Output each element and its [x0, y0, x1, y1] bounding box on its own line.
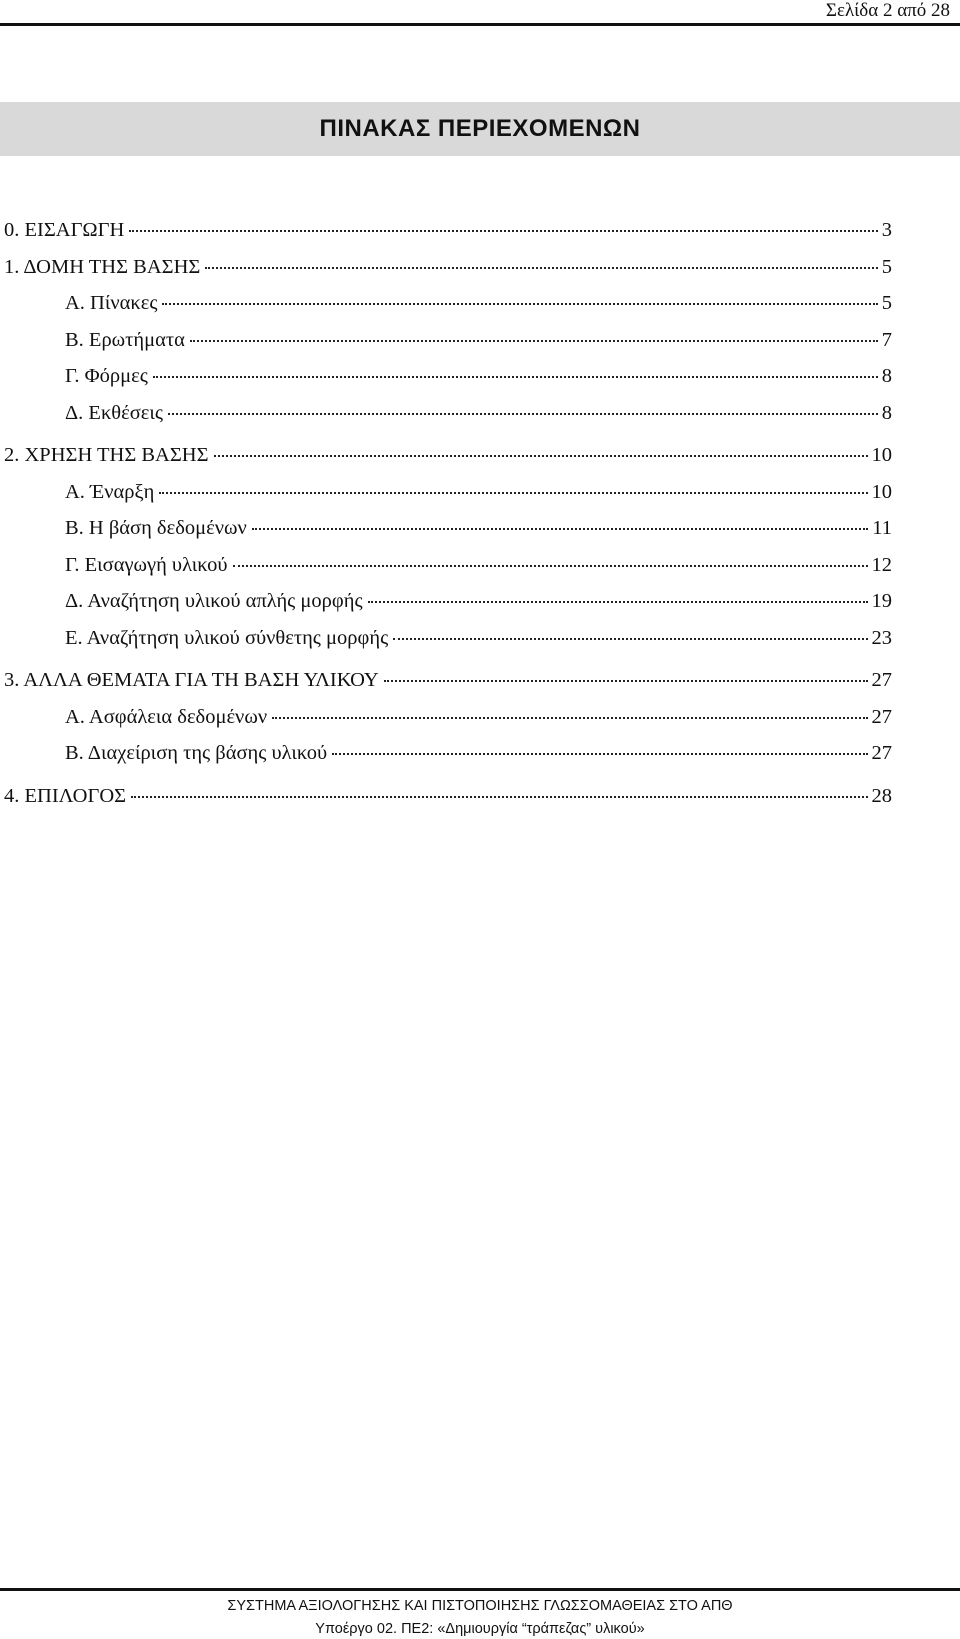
toc-dot-leader [153, 368, 878, 378]
toc-dot-leader [393, 630, 867, 640]
toc-entry-page: 27 [871, 705, 892, 728]
toc-dot-leader [159, 484, 867, 494]
toc-entry-page: 23 [871, 626, 892, 649]
toc-entry-the-database[interactable] [0, 510, 892, 547]
toc-entry-label: Β. Η βάση δεδομένων [65, 517, 247, 539]
toc-dot-leader [205, 259, 877, 269]
toc-dot-leader [384, 672, 868, 682]
toc-entry-epilogue[interactable] [0, 778, 892, 815]
toc-entry-material-import[interactable] [0, 547, 892, 584]
toc-entry-label: 0. ΕΙΣΑΓΩΓΗ [4, 219, 125, 241]
toc-entry-label: Β. Ερωτήματα [65, 328, 185, 351]
footer-organization: ΣΥΣΤΗΜΑ ΑΞΙΟΛΟΓΗΣΗΣ ΚΑΙ ΠΙΣΤΟΠΟΙΗΣΗΣ ΓΛΩΣΣΟΜΑΘΕΙΑΣ ΣΤΟ ΑΠΘ [227, 1598, 733, 1614]
toc-entry-page: 8 [881, 365, 892, 387]
page-number: Σελίδα 2 από 28 [825, 0, 950, 21]
toc-entry-label: Δ. Αναζήτηση υλικού απλής μορφής [65, 590, 363, 612]
toc-entry-page: 11 [872, 517, 892, 539]
toc-entry-label: Γ. Εισαγωγή υλικού [65, 553, 228, 576]
toc-entry-label: 3. ΑΛΛΑ ΘΕΜΑΤΑ ΓΙΑ ΤΗ ΒΑΣΗ ΥΛΙΚΟΥ [4, 669, 379, 691]
header-rule [0, 23, 960, 26]
toc-entry-database-management[interactable] [0, 735, 892, 772]
toc-entry-page: 28 [871, 784, 892, 807]
toc-entry-label: Ε. Αναζήτηση υλικού σύνθετης μορφής [65, 626, 389, 649]
toc-entry-page: 3 [881, 219, 892, 241]
toc-entry-page: 10 [871, 480, 892, 503]
toc-dot-leader [332, 745, 867, 755]
toc-entry-database-structure[interactable] [0, 249, 892, 286]
toc-entry-page: 12 [871, 553, 892, 576]
footer-project: Υποέργο 02. ΠΕ2: «Δημιουργία “τράπεζας” υλικού» [315, 1621, 645, 1637]
footer-rule [0, 1588, 960, 1591]
toc-entry-queries[interactable] [0, 322, 892, 359]
toc-entry-forms[interactable] [0, 358, 892, 395]
toc-entry-label: Α. Πίνακες [65, 292, 158, 314]
toc-dot-leader [214, 447, 868, 457]
toc-title: ΠΙΝΑΚΑΣ ΠΕΡΙΕΧΟΜΕΝΩΝ [0, 102, 960, 156]
toc-entry-page: 5 [881, 292, 892, 314]
toc-entry-introduction[interactable] [0, 212, 892, 249]
toc-dot-leader [368, 593, 868, 603]
toc-entry-page: 27 [871, 742, 892, 764]
toc-dot-leader [131, 788, 867, 798]
toc-entry-simple-search[interactable] [0, 583, 892, 620]
toc-entry-tables[interactable] [0, 285, 892, 322]
toc-entry-reports[interactable] [0, 395, 892, 432]
toc-dot-leader [168, 405, 878, 415]
toc-list [0, 212, 892, 814]
toc-entry-advanced-search[interactable] [0, 620, 892, 657]
toc-entry-label: Α. Έναρξη [65, 480, 155, 503]
toc-entry-start[interactable] [0, 474, 892, 511]
toc-entry-database-usage[interactable] [0, 437, 892, 474]
toc-dot-leader [233, 557, 868, 567]
toc-entry-page: 19 [871, 590, 892, 612]
toc-dot-leader [190, 332, 878, 342]
toc-entry-label: 4. ΕΠΙΛΟΓΟΣ [4, 784, 127, 807]
toc-entry-label: Α. Ασφάλεια δεδομένων [65, 705, 268, 728]
toc-entry-page: 8 [881, 401, 892, 424]
toc-entry-label: Β. Διαχείριση της βάσης υλικού [65, 742, 328, 764]
toc-entry-data-security[interactable] [0, 699, 892, 736]
toc-dot-leader [252, 520, 869, 530]
toc-entry-label: 1. ΔΟΜΗ ΤΗΣ ΒΑΣΗΣ [4, 255, 201, 278]
toc-entry-label: Γ. Φόρμες [65, 365, 148, 387]
toc-dot-leader [129, 222, 877, 232]
toc-entry-page: 27 [871, 669, 892, 691]
toc-entry-label: 2. ΧΡΗΣΗ ΤΗΣ ΒΑΣΗΣ [4, 444, 209, 466]
toc-entry-page: 7 [881, 328, 892, 351]
toc-dot-leader [272, 709, 867, 719]
toc-dot-leader [162, 295, 877, 305]
toc-entry-other-topics[interactable] [0, 662, 892, 699]
toc-entry-page: 10 [871, 444, 892, 466]
toc-entry-label: Δ. Εκθέσεις [65, 401, 164, 424]
toc-entry-page: 5 [881, 255, 892, 278]
